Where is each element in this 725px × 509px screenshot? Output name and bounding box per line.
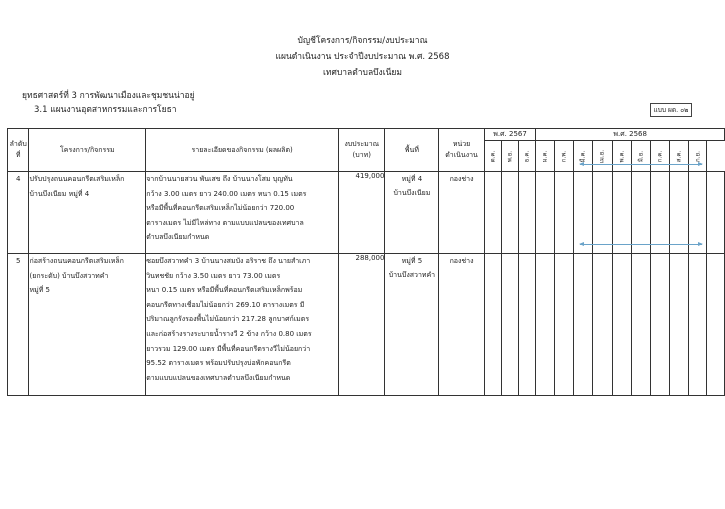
header-area: พื้นที่ xyxy=(385,129,439,172)
activity-details: จากบ้านนายสวน พันเสข ถึง บ้านนางโสม บุญทัน กว้าง 3.00 เมตร ยาว 240.00 เมตร หนา 0.15 เมตร หรือมีพื้นที่คอนกรีตเสริมเหล็กไม่น้อยกว่า 720.00 ตารางเมตร ไม่มีไหล่ทาง ตามแบบแปลนของเทศบาล ตำบลบึงเนียมกำหนด xyxy=(146,172,339,254)
month-cell xyxy=(536,172,555,254)
month-header: ม.ค. xyxy=(536,141,555,172)
month-cell xyxy=(612,254,631,396)
month-header: มิ.ย. xyxy=(631,141,650,172)
month-cell xyxy=(536,254,555,396)
month-header: ต.ค. xyxy=(484,141,501,172)
header-budget: งบประมาณ (บาท) xyxy=(339,129,385,172)
month-cell xyxy=(669,172,688,254)
row-number: 5 xyxy=(8,254,29,396)
header-no: ลำดับ ที่ xyxy=(8,129,29,172)
schedule-arrow xyxy=(580,244,702,245)
month-header: เม.ย. xyxy=(593,141,612,172)
month-header: พ.ค. xyxy=(612,141,631,172)
activity-details: ซอยบึงสวาทคำ 3 บ้านนางสมบัง อริราช ถึง นายสำเภา วินทชชัย กว้าง 3.50 เมตร ยาว 73.00 เมตร หนา 0.15 เมตร หรือมีพื้นที่คอนกรีตเสริมเหล็กพร้อม คอนกรีตทางเชื่อมไม่น้อยกว่า 269.10 ตารางเมตร มี ปริมาณลูกรังรองพื้นไม่น้อยกว่า 217.28 ลูกบาศก์เมตร และก่อสร้างรางระบายน้ำรางวี 2 ข้าง กว้าง 0.80 เมตร ยาวรวม 129.00 เมตร มีพื้นที่คอนกรีตรางวีไม่น้อยกว่า 95.52 ตารางเมตร พร้อมปรับปรุงบ่อพักคอนกรีต ตามแบบแปลนของเทศบาลตำบลบึงเนียมกำหนด xyxy=(146,254,339,396)
header-agency: หน่วย ดำเนินงาน xyxy=(439,129,484,172)
budget-amount: 419,000 xyxy=(339,172,385,254)
plan-heading: 3.1 แผนงานอุตสาหกรรมและการโยธา xyxy=(34,105,177,115)
month-header: ก.ย. xyxy=(688,141,707,172)
row-number: 4 xyxy=(8,172,29,254)
project-name: ก่อสร้างถนนคอนกรีตเสริมเหล็ก (ยกระดับ) บ้านบึงสวาทคำ หมู่ที่ 5 xyxy=(29,254,146,396)
month-header: พ.ย. xyxy=(501,141,518,172)
month-cell xyxy=(631,254,650,396)
budget-amount: 288,000 xyxy=(339,254,385,396)
month-cell xyxy=(707,172,725,254)
strategy-heading: ยุทธศาสตร์ที่ 3 การพัฒนาเมืองและชุมชนน่าอยู่ xyxy=(22,91,195,101)
month-header: ก.ค. xyxy=(650,141,669,172)
area: หมู่ที่ 4 บ้านบึงเนียม xyxy=(385,172,439,254)
month-cell xyxy=(593,254,612,396)
month-cell xyxy=(574,254,593,396)
month-cell xyxy=(669,254,688,396)
table-row xyxy=(8,172,725,254)
table-row xyxy=(8,254,725,396)
month-header: ส.ค. xyxy=(669,141,688,172)
month-cell xyxy=(501,172,518,254)
month-cell xyxy=(612,172,631,254)
document-title: บัญชีโครงการ/กิจกรรม/งบประมาณ xyxy=(297,36,428,46)
header-year-2568: พ.ศ. 2568 xyxy=(536,129,725,141)
form-code-badge: แบบ ผด. ๐๒ xyxy=(650,103,692,117)
municipality-name: เทศบาลตำบลบึงเนียม xyxy=(322,68,403,78)
agency: กองช่าง xyxy=(439,254,484,396)
month-cell xyxy=(707,254,725,396)
area: หมู่ที่ 5 บ้านบึงสวาทคำ xyxy=(385,254,439,396)
project-name: ปรับปรุงถนนคอนกรีตเสริมเหล็ก บ้านบึงเนียม หมู่ที่ 4 xyxy=(29,172,146,254)
month-cell xyxy=(519,172,536,254)
month-header: ก.พ. xyxy=(555,141,574,172)
month-cell xyxy=(484,254,501,396)
header-year-2567: พ.ศ. 2567 xyxy=(484,129,536,141)
month-cell xyxy=(631,172,650,254)
month-cell xyxy=(484,172,501,254)
agency: กองช่าง xyxy=(439,172,484,254)
month-cell xyxy=(650,172,669,254)
month-cell xyxy=(555,254,574,396)
month-cell xyxy=(650,254,669,396)
plan-table xyxy=(7,128,725,396)
month-cell xyxy=(593,172,612,254)
header-project: โครงการ/กิจกรรม xyxy=(29,129,146,172)
document-subtitle: แผนดำเนินงาน ประจำปีงบประมาณ พ.ศ. 2568 xyxy=(275,52,450,62)
month-cell xyxy=(688,254,707,396)
month-cell xyxy=(519,254,536,396)
month-cell xyxy=(555,172,574,254)
month-header: ธ.ค. xyxy=(519,141,536,172)
header-details: รายละเอียดของกิจกรรม (ผลผลิต) xyxy=(146,129,339,172)
schedule-arrow xyxy=(580,164,702,165)
month-header: มี.ค. xyxy=(574,141,593,172)
month-cell xyxy=(501,254,518,396)
